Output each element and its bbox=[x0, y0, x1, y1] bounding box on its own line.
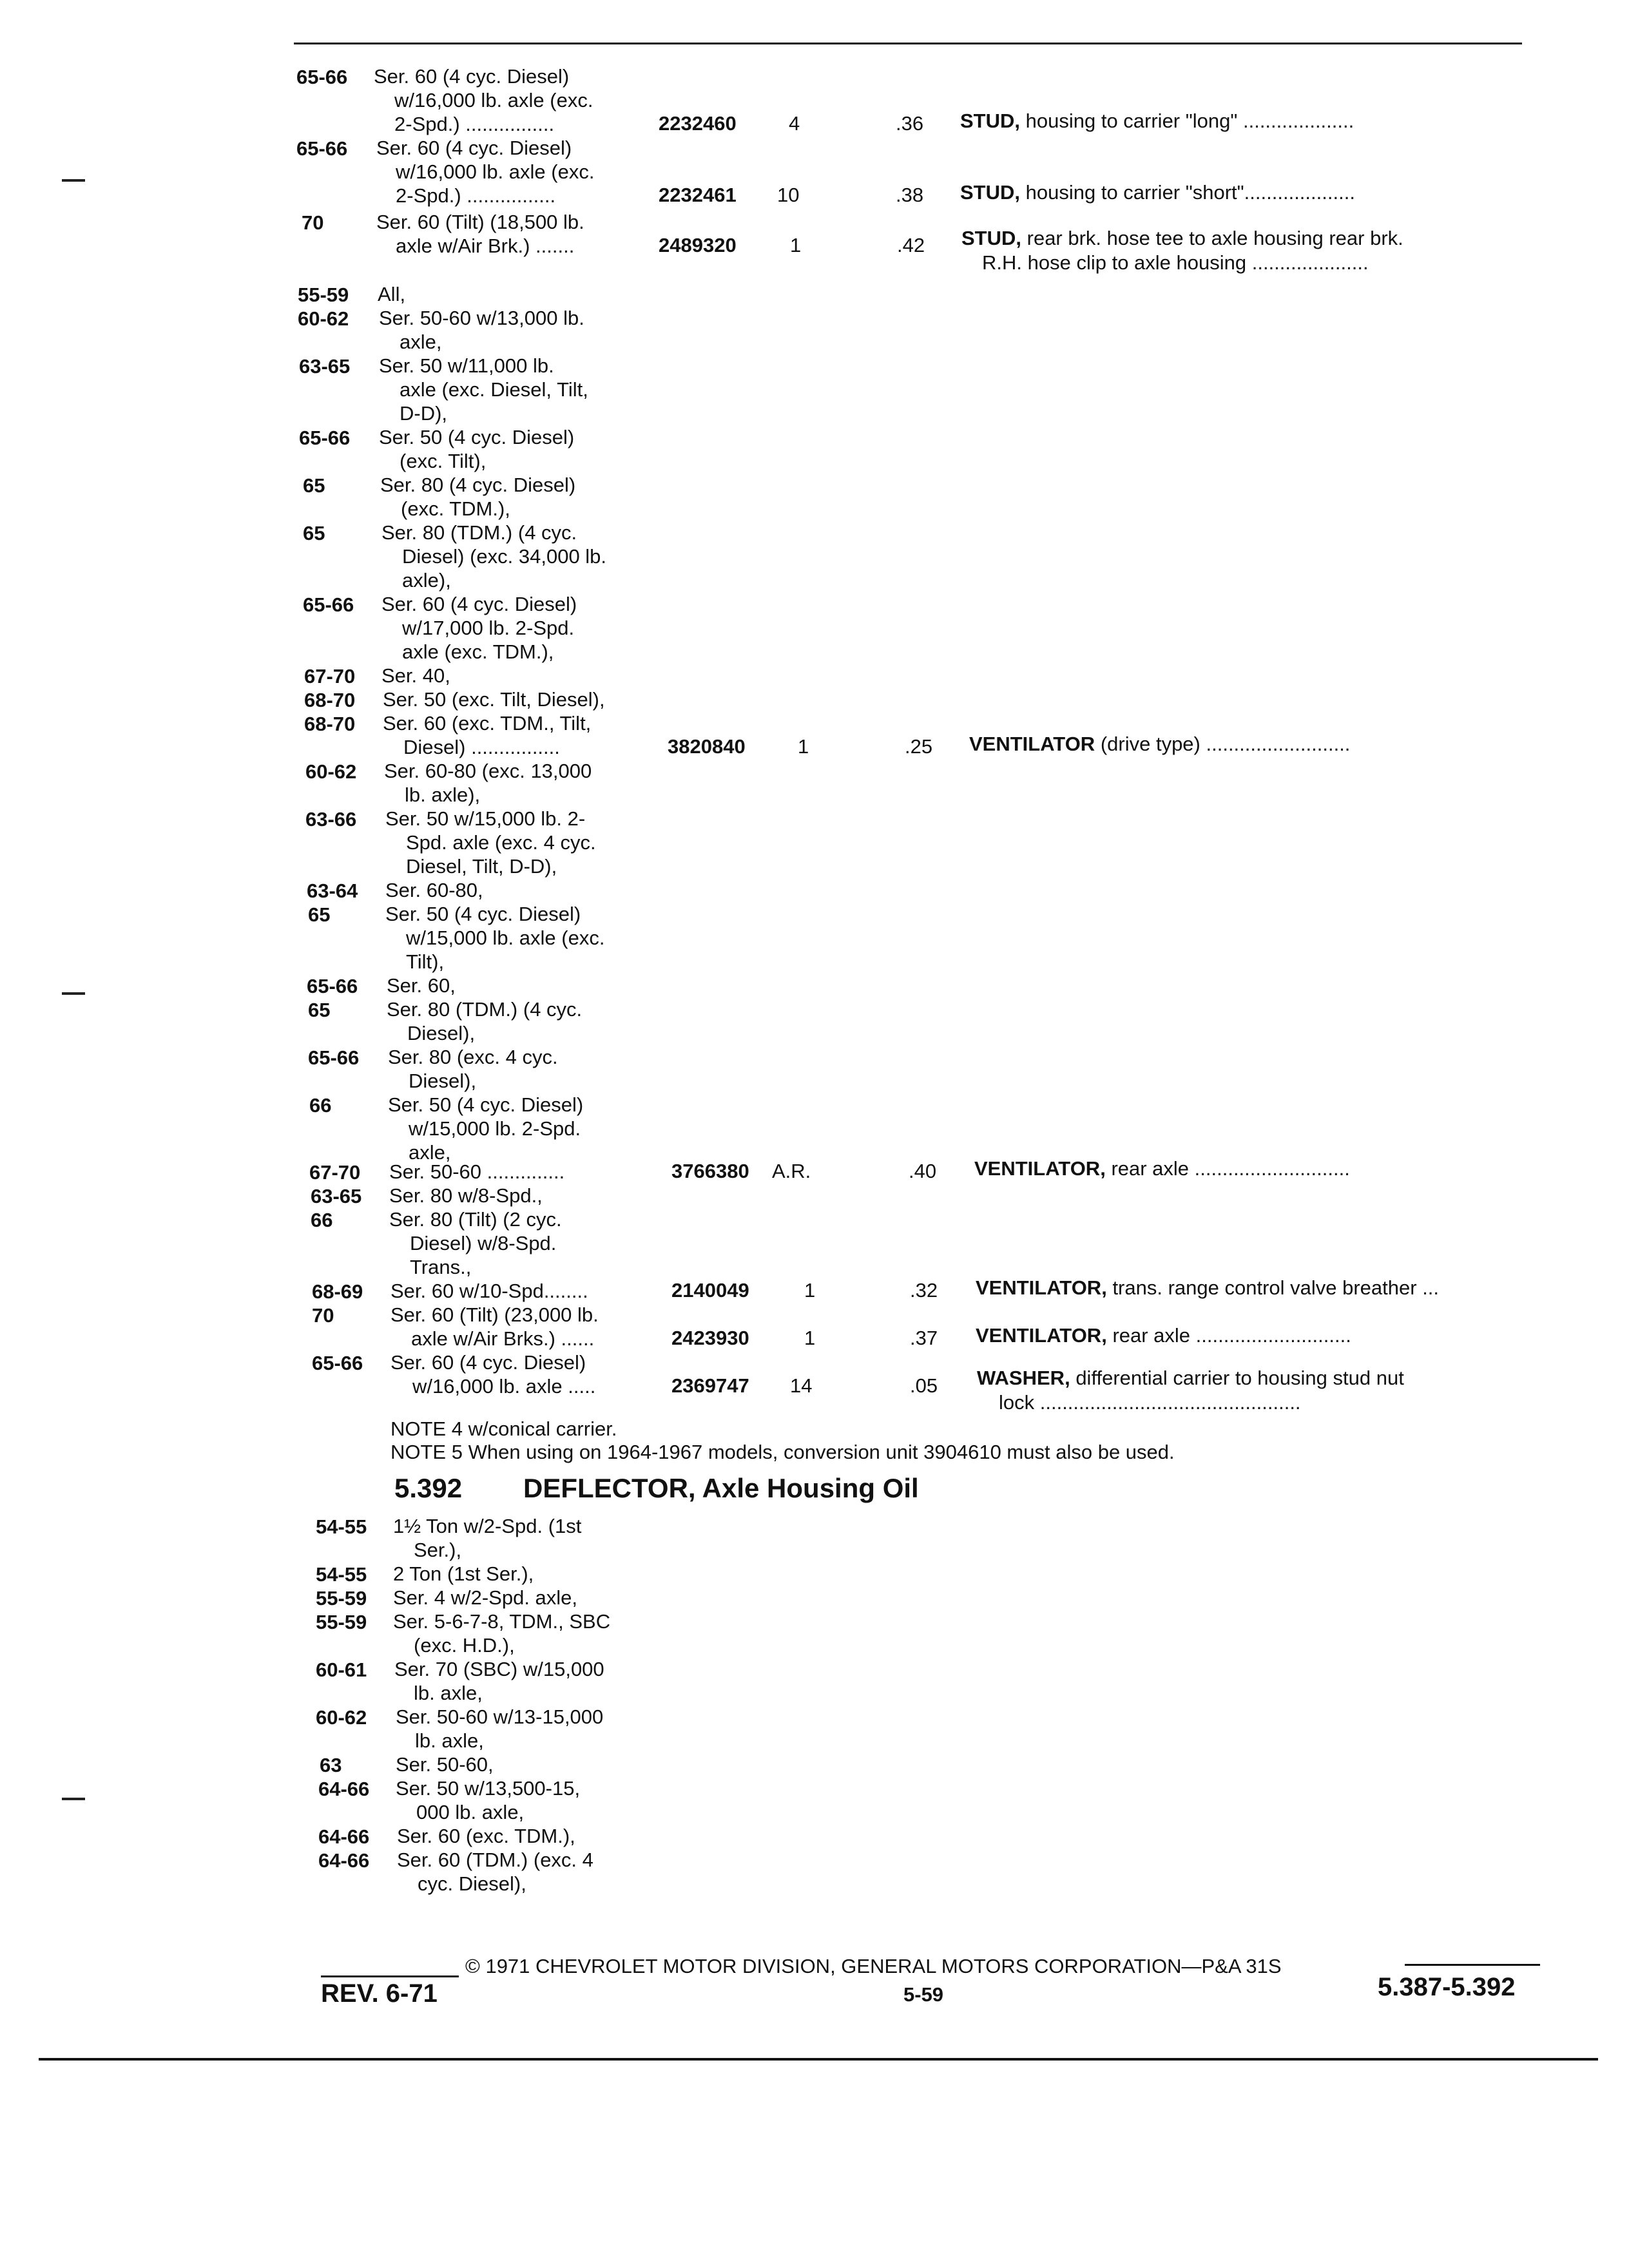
year-range: 65-66 bbox=[308, 1046, 360, 1069]
year-range: 55-59 bbox=[316, 1587, 367, 1610]
application-line: All, bbox=[378, 283, 406, 305]
part-desc: rear brk. hose tee to axle housing rear brk. bbox=[1027, 227, 1403, 249]
application-line: 1½ Ton w/2-Spd. (1st bbox=[393, 1515, 582, 1537]
part-name: STUD, bbox=[960, 110, 1020, 132]
part-description bbox=[960, 181, 1355, 204]
note-4: NOTE 4 w/conical carrier. bbox=[390, 1418, 617, 1440]
year-range: 60-62 bbox=[298, 307, 349, 330]
part-number: 2423930 bbox=[671, 1327, 749, 1349]
part-number: 2489320 bbox=[659, 234, 737, 256]
price: .32 bbox=[910, 1279, 938, 1302]
bottom-rule bbox=[39, 2058, 1598, 2061]
part-desc: rear axle ............................ bbox=[1112, 1324, 1351, 1347]
application-line: Ser. 60 (Tilt) (18,500 lb. bbox=[376, 211, 584, 233]
quantity: 4 bbox=[789, 112, 800, 135]
section-number: 5.392 bbox=[394, 1473, 463, 1503]
year-range: 68-70 bbox=[304, 713, 356, 735]
year-range: 55-59 bbox=[316, 1611, 367, 1633]
year-range: 65 bbox=[303, 474, 325, 497]
part-name: VENTILATOR, bbox=[976, 1324, 1107, 1347]
part-name: VENTILATOR bbox=[969, 733, 1095, 755]
application-line: Diesel) ................ bbox=[403, 736, 560, 758]
application-line: (exc. H.D.), bbox=[414, 1634, 515, 1657]
application-line: Ser. 80 w/8-Spd., bbox=[389, 1184, 543, 1207]
application-line: cyc. Diesel), bbox=[418, 1872, 526, 1895]
year-range: 60-61 bbox=[316, 1658, 367, 1681]
year-range: 65-66 bbox=[296, 66, 348, 88]
quantity: 1 bbox=[790, 234, 802, 256]
application-line: Ser. 50-60 w/13-15,000 bbox=[396, 1706, 604, 1728]
year-range: 67-70 bbox=[309, 1161, 361, 1184]
application-line: Diesel) (exc. 34,000 lb. bbox=[402, 545, 607, 568]
application-line: Ser. 50-60 .............. bbox=[389, 1160, 565, 1183]
year-range: 65-66 bbox=[299, 427, 351, 449]
application-line: axle (exc. TDM.), bbox=[402, 640, 554, 663]
application-line: Ser. 60 (4 cyc. Diesel) bbox=[374, 65, 570, 88]
year-range: 65-66 bbox=[296, 137, 348, 160]
section-heading bbox=[394, 1473, 919, 1504]
price: .37 bbox=[910, 1327, 938, 1349]
section-range: 5.387-5.392 bbox=[1378, 1973, 1516, 2001]
quantity: A.R. bbox=[772, 1160, 811, 1182]
part-number: 2369747 bbox=[671, 1374, 749, 1397]
application-line: w/15,000 lb. 2-Spd. bbox=[409, 1117, 581, 1140]
year-range: 65-66 bbox=[303, 593, 354, 616]
revision-date: REV. 6-71 bbox=[321, 1979, 438, 2008]
part-number: 3820840 bbox=[668, 735, 746, 758]
year-range: 63-66 bbox=[305, 808, 357, 831]
year-range: 65-66 bbox=[312, 1352, 363, 1374]
part-desc: housing to carrier "short".................... bbox=[1025, 181, 1355, 204]
quantity: 14 bbox=[790, 1374, 813, 1397]
application-line: axle w/Air Brks.) ...... bbox=[411, 1327, 595, 1350]
part-description bbox=[977, 1367, 1404, 1390]
application-line: Ser. 50 (exc. Tilt, Diesel), bbox=[383, 688, 605, 711]
application-line: Ser. 50 (4 cyc. Diesel) bbox=[385, 903, 581, 925]
application-line: Ser. 50 w/11,000 lb. bbox=[379, 354, 554, 377]
year-range: 60-62 bbox=[316, 1706, 367, 1729]
application-line: Ser. 60 w/10-Spd........ bbox=[390, 1280, 588, 1302]
part-desc: trans. range control valve breather ... bbox=[1112, 1276, 1440, 1299]
year-range: 63-64 bbox=[307, 879, 358, 902]
margin-mark bbox=[62, 1798, 85, 1800]
quantity: 1 bbox=[804, 1327, 816, 1349]
year-range: 64-66 bbox=[318, 1849, 370, 1872]
part-description bbox=[969, 733, 1350, 756]
part-desc: (drive type) .......................... bbox=[1100, 733, 1351, 755]
page-number: 5-59 bbox=[903, 1983, 944, 2006]
part-desc-continued: lock ............................................... bbox=[999, 1391, 1301, 1414]
year-range: 67-70 bbox=[304, 665, 356, 687]
application-line: Ser. 40, bbox=[381, 664, 450, 687]
application-line: Ser. 60 (exc. TDM.), bbox=[397, 1825, 575, 1847]
note-5: NOTE 5 When using on 1964-1967 models, conversion unit 3904610 must also be used. bbox=[390, 1441, 1175, 1463]
application-line: Ser. 60 (4 cyc. Diesel) bbox=[381, 593, 577, 615]
application-line: Ser. 50 w/13,500-15, bbox=[396, 1777, 581, 1800]
part-number: 2232460 bbox=[659, 112, 737, 135]
application-line: Ser. 80 (Tilt) (2 cyc. bbox=[389, 1208, 562, 1231]
year-range: 60-62 bbox=[305, 760, 357, 783]
application-line: Ser. 60 (4 cyc. Diesel) bbox=[376, 137, 572, 159]
year-range: 65 bbox=[308, 999, 331, 1021]
application-line: lb. axle), bbox=[405, 783, 481, 806]
application-line: Ser. 60-80, bbox=[385, 879, 483, 901]
price: .05 bbox=[910, 1374, 938, 1397]
application-line: Ser. 60 (4 cyc. Diesel) bbox=[390, 1351, 586, 1374]
application-line: 2-Spd.) ................ bbox=[394, 113, 555, 135]
application-line: Diesel), bbox=[407, 1022, 476, 1044]
year-range: 68-69 bbox=[312, 1280, 363, 1303]
application-line: Ser. 70 (SBC) w/15,000 bbox=[394, 1658, 604, 1680]
quantity: 1 bbox=[804, 1279, 816, 1302]
year-range: 63-65 bbox=[299, 355, 351, 378]
part-description bbox=[976, 1324, 1351, 1347]
application-line: w/15,000 lb. axle (exc. bbox=[406, 927, 605, 949]
price: .25 bbox=[905, 735, 933, 758]
year-range: 65-66 bbox=[307, 975, 358, 997]
application-line: Ser. 5-6-7-8, TDM., SBC bbox=[393, 1610, 611, 1633]
application-line: axle, bbox=[400, 331, 442, 353]
part-desc: housing to carrier "long" .................... bbox=[1025, 110, 1354, 132]
footer-rule-right bbox=[1405, 1964, 1540, 1966]
application-line: Ser. 80 (exc. 4 cyc. bbox=[388, 1046, 558, 1068]
application-line: lb. axle, bbox=[415, 1729, 484, 1752]
application-line: Ser. 60-80 (exc. 13,000 bbox=[384, 760, 592, 782]
application-line: w/17,000 lb. 2-Spd. bbox=[402, 617, 575, 639]
application-line: lb. axle, bbox=[414, 1682, 483, 1704]
application-line: Ser. 80 (TDM.) (4 cyc. bbox=[387, 998, 583, 1021]
part-description bbox=[974, 1157, 1350, 1180]
application-line: w/16,000 lb. axle (exc. bbox=[394, 89, 593, 111]
footer-rule-left bbox=[321, 1975, 459, 1977]
application-line: Ser. 50 (4 cyc. Diesel) bbox=[388, 1093, 584, 1116]
part-description bbox=[960, 110, 1354, 133]
application-line: Ser. 60, bbox=[387, 974, 456, 997]
year-range: 54-55 bbox=[316, 1515, 367, 1538]
application-line: Ser. 80 (4 cyc. Diesel) bbox=[380, 474, 576, 496]
application-line: w/16,000 lb. axle ..... bbox=[412, 1375, 596, 1398]
application-line: w/16,000 lb. axle (exc. bbox=[396, 160, 595, 183]
part-name: VENTILATOR, bbox=[974, 1157, 1106, 1180]
year-range: 63 bbox=[320, 1754, 342, 1776]
application-line: Diesel, Tilt, D-D), bbox=[406, 855, 557, 878]
application-line: (exc. Tilt), bbox=[400, 450, 487, 472]
application-line: axle), bbox=[402, 569, 451, 591]
application-line: axle (exc. Diesel, Tilt, bbox=[400, 378, 588, 401]
application-line: Ser. 50 w/15,000 lb. 2- bbox=[385, 807, 586, 830]
application-line: D-D), bbox=[400, 402, 448, 425]
part-description bbox=[961, 227, 1403, 250]
application-line: Trans., bbox=[410, 1256, 472, 1278]
application-line: Diesel) w/8-Spd. bbox=[410, 1232, 557, 1254]
application-line: 2 Ton (1st Ser.), bbox=[393, 1562, 534, 1585]
application-line: axle w/Air Brk.) ....... bbox=[396, 235, 575, 257]
application-line: Ser. 60 (TDM.) (exc. 4 bbox=[397, 1849, 593, 1871]
margin-mark bbox=[62, 179, 85, 182]
application-line: Ser. 60 (exc. TDM., Tilt, bbox=[383, 712, 592, 735]
part-name: STUD, bbox=[961, 227, 1021, 249]
price: .42 bbox=[897, 234, 925, 256]
part-name: STUD, bbox=[960, 181, 1020, 204]
year-range: 66 bbox=[309, 1094, 332, 1117]
application-line: Ser. 50-60, bbox=[396, 1753, 494, 1776]
year-range: 70 bbox=[302, 211, 324, 234]
section-title: DEFLECTOR, Axle Housing Oil bbox=[523, 1473, 919, 1503]
part-number: 2232461 bbox=[659, 184, 737, 206]
year-range: 68-70 bbox=[304, 689, 356, 711]
quantity: 1 bbox=[798, 735, 809, 758]
part-desc: rear axle ............................ bbox=[1111, 1157, 1350, 1180]
year-range: 55-59 bbox=[298, 284, 349, 306]
year-range: 65 bbox=[303, 522, 325, 544]
part-name: VENTILATOR, bbox=[976, 1276, 1107, 1299]
year-range: 63-65 bbox=[311, 1185, 362, 1207]
application-line: Diesel), bbox=[409, 1070, 477, 1092]
part-number: 2140049 bbox=[671, 1279, 749, 1302]
application-line: Spd. axle (exc. 4 cyc. bbox=[406, 831, 596, 854]
price: .36 bbox=[896, 112, 924, 135]
application-line: Ser. 50 (4 cyc. Diesel) bbox=[379, 426, 575, 448]
application-line: Ser.), bbox=[414, 1539, 462, 1561]
quantity: 10 bbox=[777, 184, 800, 206]
application-line: Ser. 60 (Tilt) (23,000 lb. bbox=[390, 1303, 599, 1326]
year-range: 70 bbox=[312, 1304, 334, 1327]
application-line: Ser. 80 (TDM.) (4 cyc. bbox=[381, 521, 577, 544]
part-name: WASHER, bbox=[977, 1367, 1070, 1389]
application-line: Ser. 4 w/2-Spd. axle, bbox=[393, 1586, 578, 1609]
part-desc: differential carrier to housing stud nut bbox=[1075, 1367, 1404, 1389]
application-line: Tilt), bbox=[406, 950, 445, 973]
part-number: 3766380 bbox=[671, 1160, 749, 1182]
application-line: 000 lb. axle, bbox=[416, 1801, 525, 1823]
year-range: 64-66 bbox=[318, 1778, 370, 1800]
price: .40 bbox=[909, 1160, 937, 1182]
price: .38 bbox=[896, 184, 924, 206]
application-line: Ser. 50-60 w/13,000 lb. bbox=[379, 307, 584, 329]
application-line: (exc. TDM.), bbox=[401, 497, 510, 520]
year-range: 54-55 bbox=[316, 1563, 367, 1586]
application-line: 2-Spd.) ................ bbox=[396, 184, 556, 207]
margin-mark bbox=[62, 992, 85, 995]
year-range: 65 bbox=[308, 903, 331, 926]
part-description bbox=[976, 1276, 1439, 1300]
application-line: axle, bbox=[409, 1141, 451, 1164]
part-desc-continued: R.H. hose clip to axle housing ..................... bbox=[982, 251, 1369, 274]
year-range: 66 bbox=[311, 1209, 333, 1231]
top-rule bbox=[294, 43, 1522, 44]
copyright-line: © 1971 CHEVROLET MOTOR DIVISION, GENERAL MOTORS CORPORATION—P&A 31S bbox=[465, 1955, 1282, 1977]
year-range: 64-66 bbox=[318, 1825, 370, 1848]
